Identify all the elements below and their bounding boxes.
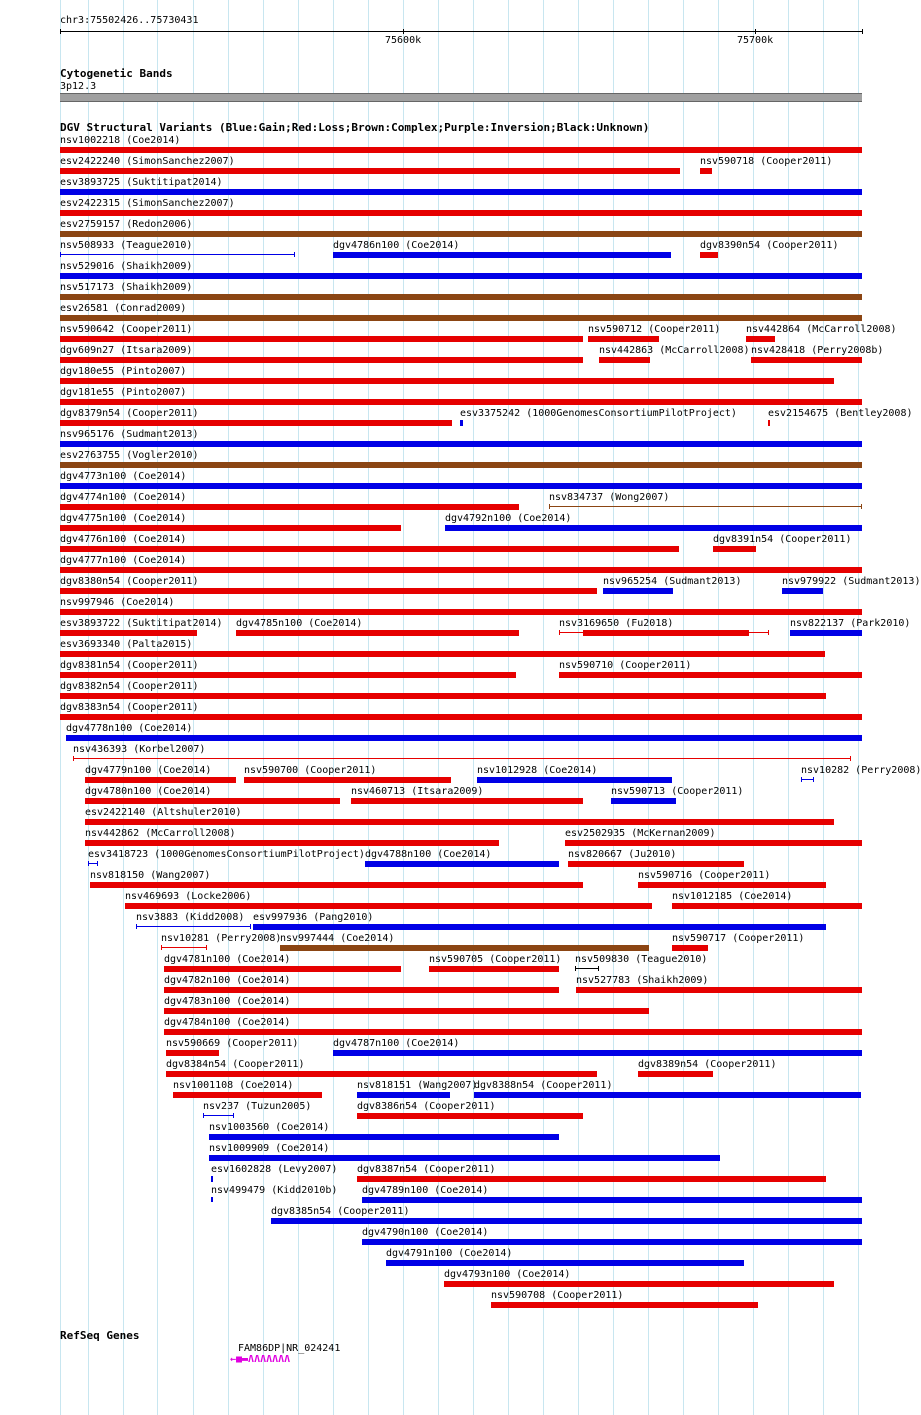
variant-end-cap [861,504,862,509]
variant-bar[interactable] [164,1029,862,1035]
variant-label[interactable]: nsv590642 (Cooper2011) [60,324,193,335]
cytoband-label: 3p12.3 [60,81,97,92]
variant-end-cap [203,1113,204,1118]
variant-label[interactable]: dgv4782n100 (Coe2014) [164,975,291,986]
variant-label[interactable]: dgv4774n100 (Coe2014) [60,492,187,503]
variant-label[interactable]: esv2502935 (McKernan2009) [565,828,716,839]
variant-span-line[interactable] [161,947,207,948]
variant-bar[interactable] [85,840,499,846]
variant-label[interactable]: dgv4773n100 (Coe2014) [60,471,187,482]
ruler-end-tick [862,29,863,34]
variant-label[interactable]: dgv8391n54 (Cooper2011) [713,534,852,545]
variant-label[interactable]: nsv509830 (Teague2010) [575,954,708,965]
variant-bar[interactable] [565,840,862,846]
variant-bar[interactable] [491,1302,758,1308]
variant-bar[interactable] [362,1197,862,1203]
variant-end-cap [206,945,207,950]
variant-bar[interactable] [357,1113,583,1119]
variant-bar[interactable] [60,294,862,300]
variant-label[interactable]: esv1602828 (Levy2007) [211,1164,338,1175]
variant-label[interactable]: dgv4789n100 (Coe2014) [362,1185,489,1196]
variant-label[interactable]: dgv4783n100 (Coe2014) [164,996,291,1007]
variant-label[interactable]: nsv979922 (Sudmant2013) [782,576,921,587]
variant-label[interactable]: nsv460713 (Itsara2009) [351,786,484,797]
variant-bar[interactable] [60,630,197,636]
variant-bar[interactable] [460,420,463,426]
variant-label[interactable]: nsv590705 (Cooper2011) [429,954,562,965]
variant-label[interactable]: esv3893722 (Suktitipat2014) [60,618,223,629]
variant-bar[interactable] [253,924,826,930]
variant-label[interactable]: dgv4781n100 (Coe2014) [164,954,291,965]
variant-bar[interactable] [603,588,673,594]
variant-label[interactable]: nsv590710 (Cooper2011) [559,660,692,671]
variant-end-cap [598,966,599,971]
variant-bar[interactable] [60,525,401,531]
variant-label[interactable]: nsv818150 (Wang2007) [90,870,211,881]
variant-end-cap [233,1113,234,1118]
variant-bar[interactable] [211,1176,213,1182]
variant-bar[interactable] [333,1050,862,1056]
variant-bar[interactable] [60,567,862,573]
variant-end-cap [161,945,162,950]
variant-label[interactable]: esv2763755 (Vogler2010) [60,450,199,461]
variant-bar[interactable] [60,357,583,363]
variant-label[interactable]: nsv1009909 (Coe2014) [209,1143,330,1154]
variant-bar[interactable] [746,336,775,342]
variant-bar[interactable] [209,1155,720,1161]
variant-bar[interactable] [90,882,583,888]
variant-end-cap [768,630,769,635]
variant-span-line[interactable] [60,254,295,255]
variant-span-line[interactable] [136,926,251,927]
variant-bar[interactable] [559,672,862,678]
variant-bar[interactable] [638,882,826,888]
variant-label[interactable]: dgv180e55 (Pinto2007) [60,366,187,377]
variant-span-line[interactable] [549,506,862,507]
variant-bar[interactable] [125,903,652,909]
variant-bar[interactable] [166,1050,219,1056]
variant-label[interactable]: dgv4786n100 (Coe2014) [333,240,460,251]
variant-bar[interactable] [60,651,825,657]
variant-label[interactable]: dgv8386n54 (Cooper2011) [357,1101,496,1112]
variant-label[interactable]: dgv4790n100 (Coe2014) [362,1227,489,1238]
variant-label[interactable]: dgv4780n100 (Coe2014) [85,786,212,797]
variant-bar[interactable] [85,819,834,825]
variant-label[interactable]: nsv442862 (McCarroll2008) [85,828,236,839]
variant-bar[interactable] [751,357,862,363]
variant-end-cap [850,756,851,761]
ruler-end-tick [60,29,61,34]
variant-bar[interactable] [166,1071,597,1077]
variant-label[interactable]: nsv508933 (Teague2010) [60,240,193,251]
variant-bar[interactable] [164,1008,649,1014]
variant-label[interactable]: esv26581 (Conrad2009) [60,303,187,314]
cytoband-bar[interactable] [60,93,862,102]
variant-label[interactable]: nsv1002218 (Coe2014) [60,135,181,146]
variant-bar[interactable] [672,945,708,951]
variant-label[interactable]: esv3418723 (1000GenomesConsortiumPilotProject) [88,849,365,860]
variant-bar[interactable] [333,252,671,258]
variant-end-cap [88,861,89,866]
variant-label[interactable]: dgv4779n100 (Coe2014) [85,765,212,776]
variant-label[interactable]: nsv997946 (Coe2014) [60,597,175,608]
variant-bar[interactable] [672,903,862,909]
dgv-track-title: DGV Structural Variants (Blue:Gain;Red:Loss;Brown:Complex;Purple:Inversion;Black:Unknown) [60,121,650,134]
variant-label[interactable]: nsv590713 (Cooper2011) [611,786,744,797]
variant-end-cap [136,924,137,929]
variant-label[interactable]: dgv8383n54 (Cooper2011) [60,702,199,713]
refseq-track-title: RefSeq Genes [60,1329,140,1342]
variant-bar[interactable] [60,462,862,468]
variant-end-cap [549,504,550,509]
variant-bar[interactable] [60,210,862,216]
variant-label[interactable]: dgv8389n54 (Cooper2011) [638,1059,777,1070]
variant-bar[interactable] [236,630,519,636]
variant-bar[interactable] [611,798,676,804]
gene-label[interactable]: FAM86DP|NR_024241 [238,1343,341,1354]
variant-span-line[interactable] [575,968,599,969]
variant-label[interactable]: dgv8382n54 (Cooper2011) [60,681,199,692]
variant-bar[interactable] [60,399,862,405]
variant-label[interactable]: nsv590669 (Cooper2011) [166,1038,299,1049]
variant-label[interactable]: dgv8381n54 (Cooper2011) [60,660,199,671]
variant-bar[interactable] [576,987,862,993]
variant-end-cap [813,777,814,782]
variant-label[interactable]: dgv8380n54 (Cooper2011) [60,576,199,587]
variant-label[interactable]: nsv590718 (Cooper2011) [700,156,833,167]
variant-end-cap [97,861,98,866]
variant-bar[interactable] [164,966,401,972]
variant-bar[interactable] [351,798,583,804]
variant-bar[interactable] [60,483,862,489]
variant-bar[interactable] [60,147,862,153]
variant-bar[interactable] [60,504,519,510]
variant-end-cap [294,252,295,257]
variant-label[interactable]: nsv590700 (Cooper2011) [244,765,377,776]
variant-bar[interactable] [700,168,712,174]
variant-bar[interactable] [66,735,862,741]
variant-label[interactable]: nsv590712 (Cooper2011) [588,324,721,335]
variant-label[interactable]: dgv4792n100 (Coe2014) [445,513,572,524]
variant-label[interactable]: nsv1003560 (Coe2014) [209,1122,330,1133]
variant-label[interactable]: esv3375242 (1000GenomesConsortiumPilotProject) [460,408,737,419]
ruler-tick [755,29,756,34]
variant-label[interactable]: nsv1012185 (Coe2014) [672,891,793,902]
variant-label[interactable]: dgv8384n54 (Cooper2011) [166,1059,305,1070]
variant-bar[interactable] [568,861,744,867]
variant-label[interactable]: dgv4784n100 (Coe2014) [164,1017,291,1028]
variant-label[interactable]: nsv499479 (Kidd2010b) [211,1185,338,1196]
variant-label[interactable]: esv2422315 (SimonSanchez2007) [60,198,235,209]
variant-label[interactable]: dgv8388n54 (Cooper2011) [474,1080,613,1091]
variant-bar[interactable] [60,546,679,552]
variant-end-cap [212,1197,213,1202]
variant-label[interactable]: nsv997444 (Coe2014) [280,933,395,944]
variant-label[interactable]: dgv8387n54 (Cooper2011) [357,1164,496,1175]
variant-bar[interactable] [280,945,649,951]
variant-bar[interactable] [60,672,516,678]
ruler-axis [60,31,862,32]
variant-bar[interactable] [60,168,680,174]
variant-label[interactable]: dgv609n27 (Itsara2009) [60,345,193,356]
variant-bar[interactable] [474,1092,861,1098]
variant-bar[interactable] [60,273,862,279]
variant-bar[interactable] [60,714,862,720]
variant-bar[interactable] [429,966,559,972]
variant-label[interactable]: esv3693340 (Palta2015) [60,639,193,650]
variant-label[interactable]: nsv10281 (Perry2008) [161,933,282,944]
variant-bar[interactable] [782,588,823,594]
variant-label[interactable]: nsv10282 (Perry2008) [801,765,921,776]
variant-label[interactable]: nsv428418 (Perry2008b) [751,345,884,356]
variant-span-line[interactable] [203,1115,234,1116]
variant-label[interactable]: nsv818151 (Wang2007) [357,1080,478,1091]
variant-end-cap [250,924,251,929]
variant-label[interactable]: nsv529016 (Shaikh2009) [60,261,193,272]
variant-label[interactable]: esv2422140 (Altshuler2010) [85,807,242,818]
variant-bar[interactable] [638,1071,713,1077]
variant-bar[interactable] [85,798,340,804]
ruler-range-label: chr3:75502426..75730431 [60,15,199,26]
variant-label[interactable]: dgv4778n100 (Coe2014) [66,723,193,734]
variant-label[interactable]: dgv4793n100 (Coe2014) [444,1269,571,1280]
variant-label[interactable]: nsv834737 (Wong2007) [549,492,670,503]
gene-glyph[interactable]: ←■▬ɅɅɅɅɅɅɅ [230,1354,291,1365]
variant-label[interactable]: esv2422240 (SimonSanchez2007) [60,156,235,167]
variant-end-cap [801,777,802,782]
variant-span-line[interactable] [73,758,851,759]
variant-bar[interactable] [768,420,770,426]
variant-label[interactable]: dgv8385n54 (Cooper2011) [271,1206,410,1217]
variant-label[interactable]: nsv442863 (McCarroll2008) [599,345,750,356]
variant-label[interactable]: esv997936 (Pang2010) [253,912,374,923]
variant-label[interactable]: dgv4787n100 (Coe2014) [333,1038,460,1049]
variant-bar[interactable] [588,336,659,342]
variant-label[interactable]: nsv1001108 (Coe2014) [173,1080,294,1091]
variant-label[interactable]: nsv237 (Tuzun2005) [203,1101,312,1112]
ruler-tick [403,29,404,34]
variant-label[interactable]: dgv181e55 (Pinto2007) [60,387,187,398]
variant-label[interactable]: esv3893725 (Suktitipat2014) [60,177,223,188]
variant-bar[interactable] [713,546,756,552]
variant-label[interactable]: nsv590717 (Cooper2011) [672,933,805,944]
variant-bar[interactable] [60,609,862,615]
variant-bar[interactable] [60,693,826,699]
variant-bar[interactable] [599,357,650,363]
variant-label[interactable]: nsv965176 (Sudmant2013) [60,429,199,440]
variant-end-cap [73,756,74,761]
variant-bar[interactable] [477,777,672,783]
ruler-tick-label: 75600k [385,35,422,46]
variant-label[interactable]: dgv4775n100 (Coe2014) [60,513,187,524]
variant-label[interactable]: nsv517173 (Shaikh2009) [60,282,193,293]
variant-bar[interactable] [365,861,559,867]
variant-label[interactable]: esv2759157 (Redon2006) [60,219,193,230]
variant-label[interactable]: nsv590708 (Cooper2011) [491,1290,624,1301]
variant-bar[interactable] [60,420,452,426]
variant-bar[interactable] [164,987,559,993]
variant-bar[interactable] [386,1260,744,1266]
variant-bar[interactable] [209,1134,559,1140]
variant-bar[interactable] [700,252,718,258]
variant-label[interactable]: nsv527783 (Shaikh2009) [576,975,709,986]
variant-label[interactable]: nsv469693 (Locke2006) [125,891,252,902]
variant-label[interactable]: esv2154675 (Bentley2008) [768,408,913,419]
variant-label[interactable]: nsv1012928 (Coe2014) [477,765,598,776]
variant-label[interactable]: dgv8390n54 (Cooper2011) [700,240,839,251]
variant-label[interactable]: dgv4788n100 (Coe2014) [365,849,492,860]
variant-bar[interactable] [357,1092,450,1098]
variant-label[interactable]: dgv4785n100 (Coe2014) [236,618,363,629]
variant-label[interactable]: dgv8379n54 (Cooper2011) [60,408,199,419]
variant-label[interactable]: nsv822137 (Park2010) [790,618,911,629]
variant-bar[interactable] [60,189,862,195]
variant-end-cap [60,252,61,257]
variant-label[interactable]: nsv3883 (Kidd2008) [136,912,245,923]
cytobands-track-title: Cytogenetic Bands [60,67,173,80]
variant-bar[interactable] [357,1176,826,1182]
variant-end-cap [575,966,576,971]
variant-label[interactable]: nsv820667 (Ju2010) [568,849,677,860]
variant-label[interactable]: dgv4777n100 (Coe2014) [60,555,187,566]
variant-bar[interactable] [444,1281,834,1287]
variant-end-cap [559,630,560,635]
variant-bar[interactable] [362,1239,862,1245]
variant-label[interactable]: nsv436393 (Korbel2007) [73,744,206,755]
variant-label[interactable]: nsv442864 (McCarroll2008) [746,324,897,335]
variant-bar[interactable] [60,441,862,447]
variant-label[interactable]: nsv965254 (Sudmant2013) [603,576,742,587]
variant-label[interactable]: dgv4776n100 (Coe2014) [60,534,187,545]
variant-bar[interactable] [85,777,236,783]
variant-bar[interactable] [60,588,597,594]
variant-label[interactable]: nsv590716 (Cooper2011) [638,870,771,881]
variant-bar[interactable] [271,1218,862,1224]
variant-bar[interactable] [60,231,862,237]
variant-label[interactable]: nsv3169650 (Fu2018) [559,618,674,629]
variant-bar[interactable] [60,336,583,342]
variant-bar[interactable] [244,777,451,783]
variant-bar[interactable] [445,525,862,531]
variant-label[interactable]: dgv4791n100 (Coe2014) [386,1248,513,1259]
variant-bar[interactable] [790,630,862,636]
variant-bar[interactable] [60,315,862,321]
variant-bar[interactable] [173,1092,322,1098]
ruler-tick-label: 75700k [737,35,774,46]
variant-core-bar[interactable] [583,630,749,636]
variant-bar[interactable] [60,378,834,384]
